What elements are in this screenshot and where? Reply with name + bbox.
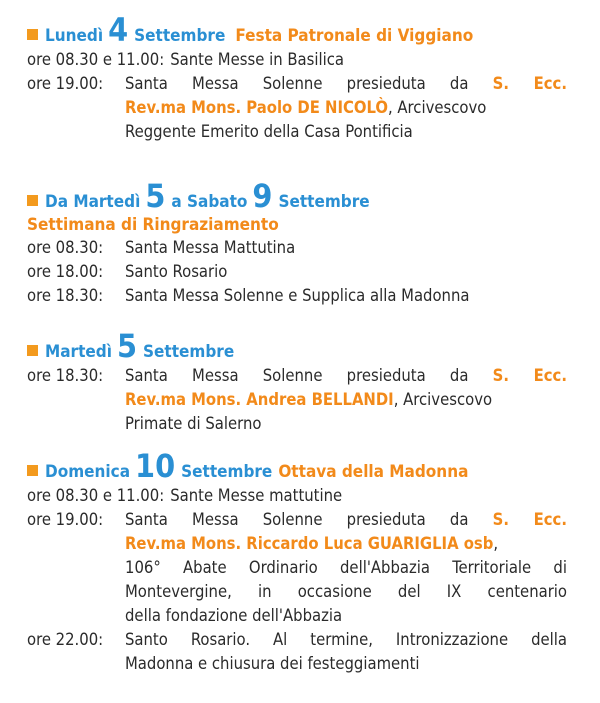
event-sunday-10 [27, 447, 567, 676]
event-subtitle: Settimana di Ringraziamento [27, 215, 279, 235]
day-number: 5 [116, 327, 137, 365]
square-bullet-icon [27, 29, 38, 40]
schedule-text: Santa Messa Solenne e Supplica alla Madonna [125, 286, 470, 305]
schedule-row [27, 260, 469, 284]
schedule-time: ore 18.30: [27, 286, 104, 305]
text-fragment: della fondazione dell'Abbazia [125, 606, 343, 625]
event-title: Festa Patronale di Viggiano [235, 26, 474, 46]
month-name: Settembre [181, 462, 273, 482]
event-heading [27, 447, 567, 485]
schedule-text: Santa Messa Mattutina [125, 238, 296, 257]
text-fragment: Montevergine, in occasione del IX centenario [125, 582, 567, 601]
schedule-text: Sante Messe mattutine [170, 486, 343, 505]
schedule-time: ore 19.00: [27, 74, 104, 93]
schedule-row [27, 484, 567, 508]
schedule-time: ore 19.00: [27, 510, 104, 529]
text-fragment: Madonna e chiusura dei festeggiamenti [125, 654, 420, 673]
month-name: Settembre [278, 192, 370, 212]
text-fragment: , Arcivescovo [387, 98, 487, 117]
day-number: 10 [135, 447, 176, 485]
event-monday-4 [27, 11, 567, 144]
text-fragment: , Arcivescovo [393, 390, 493, 409]
day-name: Da Martedì [45, 192, 141, 212]
schedule-text [125, 364, 567, 436]
schedule-row [27, 508, 567, 628]
day-number-end: 9 [252, 177, 273, 215]
range-connector: a Sabato [171, 192, 248, 212]
square-bullet-icon [27, 465, 38, 476]
celebrant-title: S. Ecc. [492, 366, 567, 385]
schedule-row [27, 364, 567, 436]
event-title: Ottava della Madonna [278, 462, 469, 482]
event-heading [27, 177, 469, 215]
schedule-row [27, 236, 469, 260]
schedule-text: Santo Rosario [125, 262, 228, 281]
celebrant-title: S. Ecc. [492, 74, 567, 93]
day-name: Martedì [45, 342, 112, 362]
schedule-row [27, 628, 567, 676]
month-name: Settembre [134, 26, 226, 46]
text-fragment: Reggente Emerito della Casa Pontificia [125, 122, 413, 141]
schedule-time: ore 18.00: [27, 262, 104, 281]
text-fragment: Primate di Salerno [125, 414, 262, 433]
celebrant-name: Rev.ma Mons. Riccardo Luca GUARIGLIA osb [125, 534, 494, 553]
square-bullet-icon [27, 345, 38, 356]
schedule-row [27, 72, 567, 144]
text-fragment: Santo Rosario. Al termine, Intronizzazione della [125, 630, 567, 649]
text-fragment: 106° Abate Ordinario dell'Abbazia Territoriale di [125, 558, 567, 577]
schedule-time: ore 08.30 e 11.00: [27, 486, 165, 505]
day-name: Lunedì [45, 26, 104, 46]
schedule-time: ore 22.00: [27, 630, 104, 649]
square-bullet-icon [27, 195, 38, 206]
event-heading [27, 11, 567, 49]
text-fragment: Santa Messa Solenne presieduta da [125, 510, 469, 529]
day-name: Domenica [45, 462, 131, 482]
text-fragment: Santa Messa Solenne presieduta da [125, 366, 469, 385]
text-fragment: , [493, 534, 499, 553]
event-tuesday-5 [27, 327, 567, 436]
schedule-row [27, 48, 567, 72]
celebrant-title: S. Ecc. [492, 510, 567, 529]
day-number: 5 [145, 177, 166, 215]
celebrant-name: Rev.ma Mons. Andrea BELLANDI [125, 390, 394, 409]
event-heading [27, 327, 567, 365]
schedule-time: ore 08.30 e 11.00: [27, 50, 165, 69]
schedule-text: Sante Messe in Basilica [170, 50, 344, 69]
day-number: 4 [108, 11, 129, 49]
schedule-text [125, 628, 567, 676]
celebrant-name: Rev.ma Mons. Paolo DE NICOLÒ [125, 98, 388, 117]
text-fragment: Santa Messa Solenne presieduta da [125, 74, 469, 93]
schedule-text [125, 508, 567, 628]
schedule-time: ore 18.30: [27, 366, 104, 385]
month-name: Settembre [143, 342, 235, 362]
schedule-time: ore 08.30: [27, 238, 104, 257]
schedule-text [125, 72, 567, 144]
schedule-row [27, 284, 469, 308]
event-week-5-9 [27, 177, 470, 308]
